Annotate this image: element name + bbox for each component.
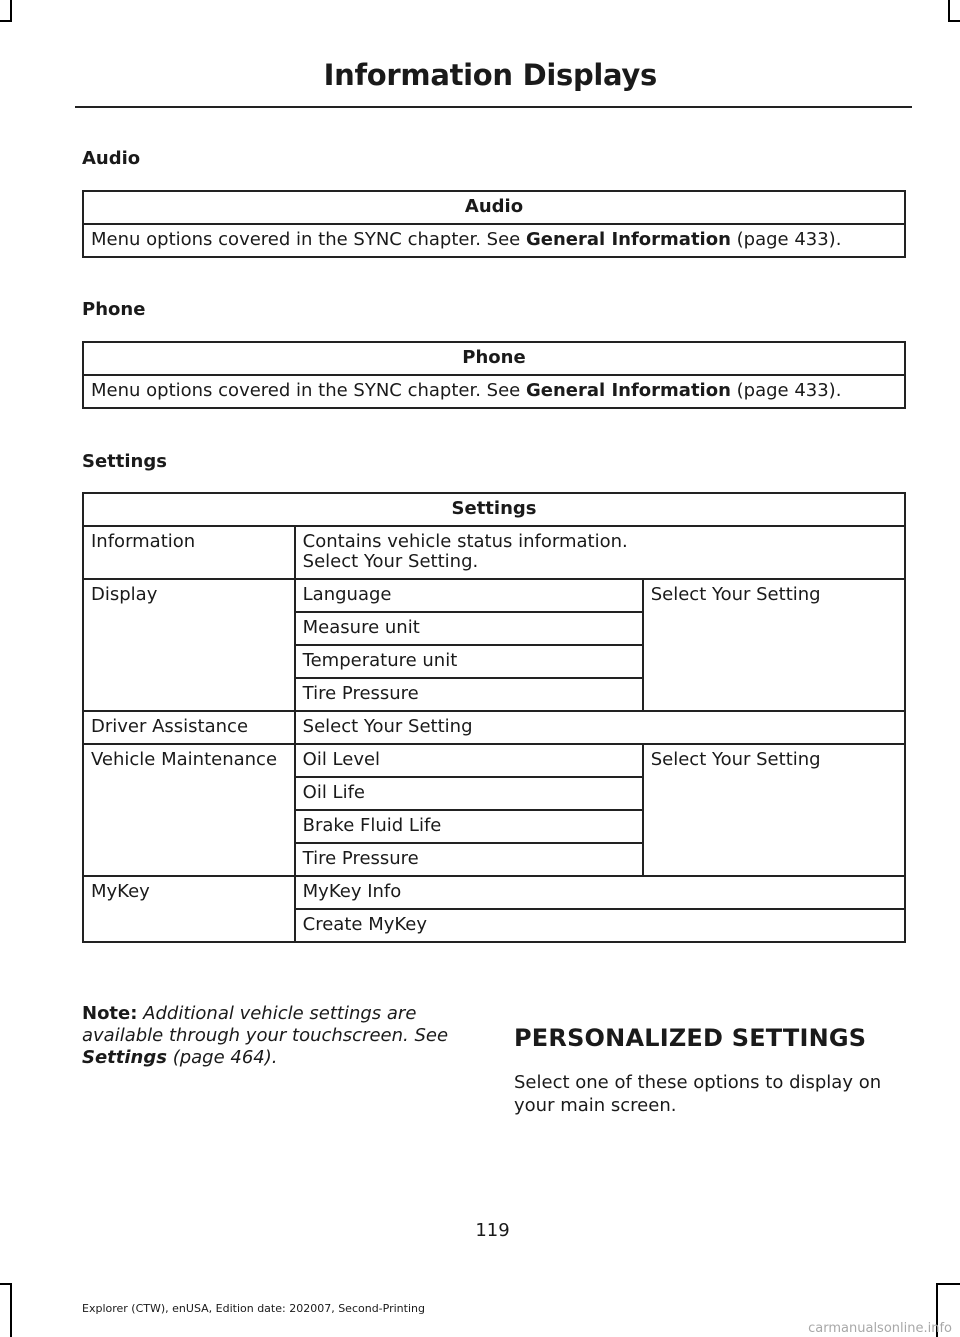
settings-row-label: Driver Assistance [83, 711, 295, 744]
crop-mark [10, 1283, 12, 1337]
phone-table [82, 341, 906, 409]
crop-mark [936, 1283, 960, 1285]
header-divider [75, 106, 912, 108]
audio-table-row: Menu options covered in the SYNC chapter. See General Information (page 433). [83, 224, 905, 257]
settings-item: Create MyKey [295, 909, 905, 942]
crop-mark [948, 0, 950, 20]
crop-mark [948, 20, 960, 22]
personalized-settings-body: Select one of these options to display on your main screen. [514, 1072, 882, 1116]
settings-item: Brake Fluid Life [295, 810, 643, 843]
crop-mark [10, 0, 12, 20]
general-information-link[interactable]: General Information [525, 229, 731, 250]
audio-table [82, 190, 906, 258]
footer-edition: Explorer (CTW), enUSA, Edition date: 202007, Second-Printing [82, 1302, 425, 1315]
settings-table [82, 492, 906, 943]
settings-item: MyKey Info [295, 876, 905, 909]
settings-row-label: Display [83, 579, 295, 711]
general-information-link[interactable]: General Information [525, 380, 731, 401]
crop-mark [0, 1283, 12, 1285]
settings-item: Tire Pressure [295, 678, 643, 711]
settings-action: Select Your Setting [643, 579, 905, 711]
note-paragraph: Note: Additional vehicle settings are available through your touchscreen. See Settings (page 464). [82, 1003, 449, 1068]
settings-action: Select Your Setting [295, 711, 905, 744]
phone-table-row: Menu options covered in the SYNC chapter. See General Information (page 433). [83, 375, 905, 408]
phone-table-header: Phone [83, 342, 905, 375]
page-title: Information Displays [323, 58, 657, 92]
settings-item: Language [295, 579, 643, 612]
phone-section-label: Phone [82, 299, 146, 320]
settings-section-label: Settings [82, 451, 167, 472]
audio-section-label: Audio [82, 148, 141, 169]
settings-link[interactable]: Settings [82, 1047, 167, 1068]
settings-action: Select Your Setting [643, 744, 905, 876]
settings-item: Oil Life [295, 777, 643, 810]
settings-item: Oil Level [295, 744, 643, 777]
settings-row-label: MyKey [83, 876, 295, 942]
watermark: carmanualsonline.info [808, 1321, 952, 1336]
settings-item: Measure unit [295, 612, 643, 645]
settings-table-header: Settings [83, 493, 905, 526]
audio-table-header: Audio [83, 191, 905, 224]
settings-item: Temperature unit [295, 645, 643, 678]
settings-row-value: Contains vehicle status information. Select Your Setting. [295, 526, 905, 579]
personalized-settings-heading: PERSONALIZED SETTINGS [514, 1024, 867, 1052]
settings-row-label: Information [83, 526, 295, 579]
crop-mark [0, 20, 12, 22]
settings-row-label: Vehicle Maintenance [83, 744, 295, 876]
page-number: 119 [475, 1220, 510, 1241]
settings-item: Tire Pressure [295, 843, 643, 876]
